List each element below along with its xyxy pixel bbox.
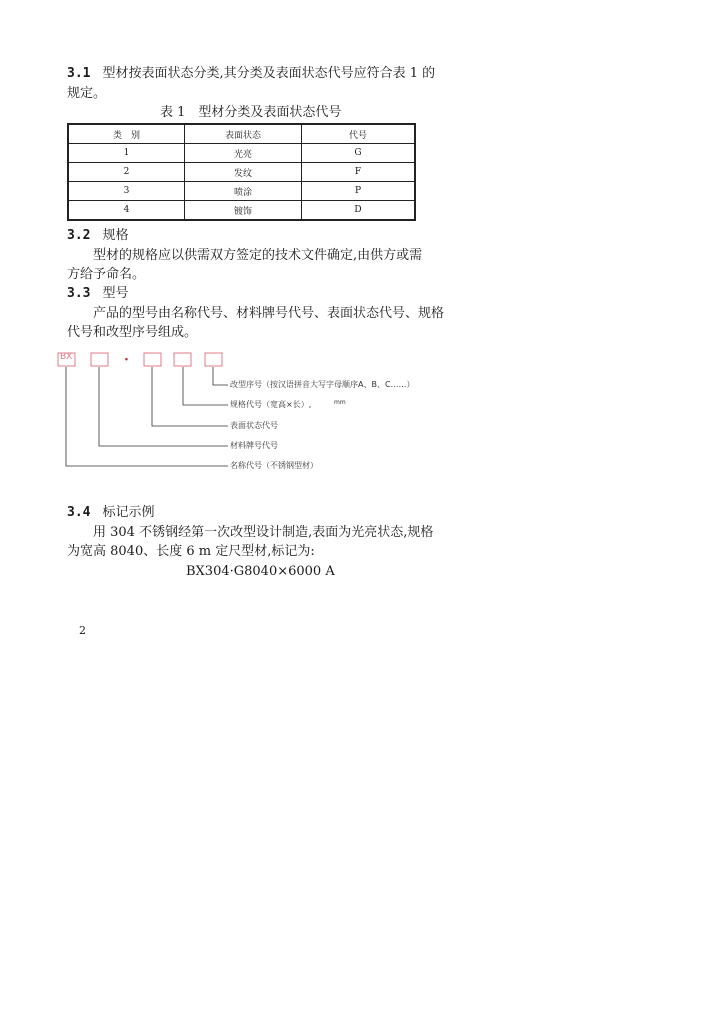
leader-name <box>66 367 228 466</box>
table-cell: 镀饰 <box>185 201 302 221</box>
table-caption: 表 1 型材分类及表面状态代号 <box>160 105 342 120</box>
code-box-surface <box>144 353 161 366</box>
section-3-4-line1: 用 304 不锈钢经第一次改型设计制造,表面为光亮状态,规格 <box>93 525 434 540</box>
section-3-1-text: 型材按表面状态分类,其分类及表面状态代号应符合表 1 的 <box>102 66 436 81</box>
table-cell: D <box>302 201 416 221</box>
section-3-4-number: 3.4 <box>67 505 91 520</box>
label-revision-number: 改型序号（按汉语拼音大写字母顺序A、B、C……） <box>230 380 415 389</box>
label-material-code: 材料牌号代号 <box>230 441 278 450</box>
label-surface-code: 表面状态代号 <box>230 421 278 430</box>
table-cell: 3 <box>68 182 185 201</box>
table-cell: 1 <box>68 144 185 163</box>
table-cell: 喷涂 <box>185 182 302 201</box>
section-3-3-number: 3.3 <box>67 286 91 301</box>
label-spec-code: 规格代号（宽高×长）, <box>230 400 312 409</box>
section-3-3-title: 型号 <box>102 286 129 301</box>
table-header-cell: 代号 <box>302 124 416 144</box>
code-box-name-text: BX <box>60 352 73 362</box>
table-cell: 4 <box>68 201 185 221</box>
section-3-1-line2: 规定。 <box>67 86 107 101</box>
table-cell: P <box>302 182 416 201</box>
section-3-4-heading <box>67 503 155 522</box>
marking-example: BX304·G8040×6000 A <box>186 564 335 579</box>
section-3-2-line2: 方给予命名。 <box>67 267 146 282</box>
leader-material <box>99 367 228 446</box>
section-3-2-number: 3.2 <box>67 228 91 243</box>
table-cell: 发纹 <box>185 163 302 182</box>
table-cell: 光亮 <box>185 144 302 163</box>
table-header-cell: 表面状态 <box>185 124 302 144</box>
code-box-material <box>91 353 108 366</box>
table-cell: F <box>302 163 416 182</box>
table-header-cell: 类 别 <box>68 124 185 144</box>
leader-revision <box>213 367 228 385</box>
code-dot: · <box>124 352 129 368</box>
page-number: 2 <box>79 624 86 637</box>
section-3-4-title: 标记示例 <box>102 505 155 520</box>
code-box-spec <box>174 353 191 366</box>
section-3-2-line1: 型材的规格应以供需双方签定的技术文件确定,由供方或需 <box>93 248 423 263</box>
section-3-3-line2: 代号和改型序号组成。 <box>67 325 198 340</box>
section-3-1-number: 3.1 <box>67 66 91 81</box>
table-cell: 2 <box>68 163 185 182</box>
label-name-code: 名称代号（不锈钢型材） <box>230 461 318 470</box>
leader-surface <box>152 367 228 426</box>
table-cell: G <box>302 144 416 163</box>
section-3-2-title: 规格 <box>102 228 129 243</box>
section-3-4-line2: 为宽高 8040、长度 6 m 定尺型材,标记为: <box>67 544 315 559</box>
leader-spec <box>183 367 228 405</box>
code-box-revision <box>205 353 222 366</box>
section-3-3-line1: 产品的型号由名称代号、材料牌号代号、表面状态代号、规格 <box>93 306 445 321</box>
label-unit: mm <box>334 399 346 406</box>
